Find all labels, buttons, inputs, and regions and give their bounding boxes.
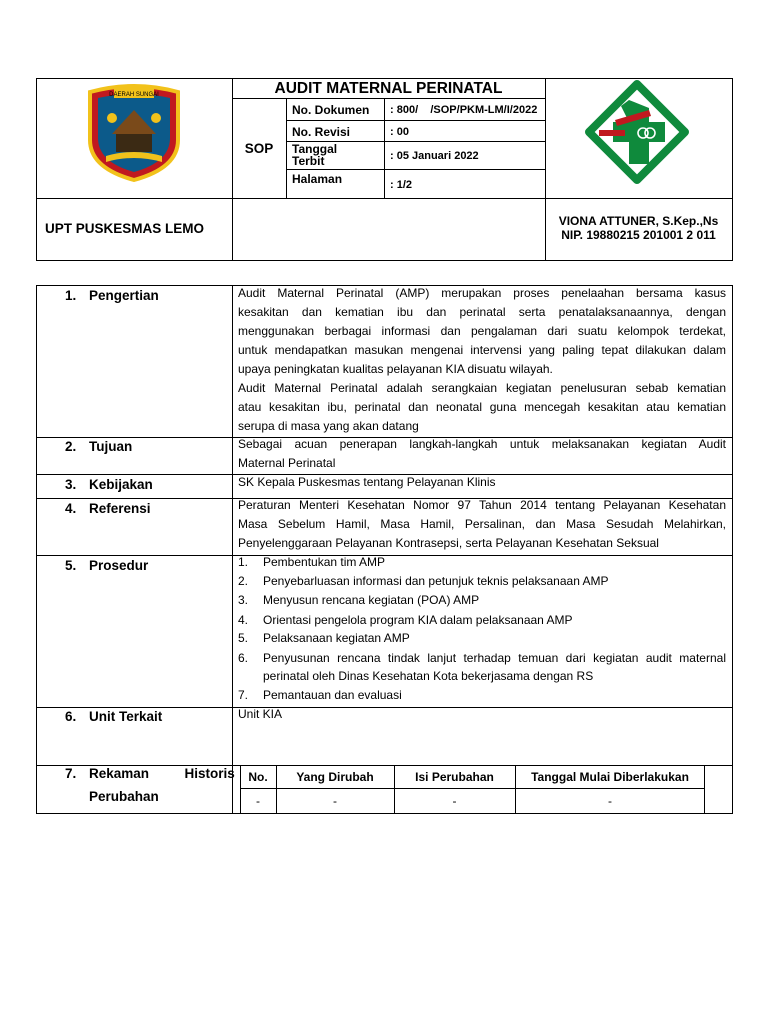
section-body-tujuan [238,435,726,473]
section-label-tujuan: Tujuan [89,439,133,454]
document-title: AUDIT MATERNAL PERINATAL [274,80,503,97]
issue-date-label: Tanggal Terbit [292,142,338,168]
doc-number-value: : 800/ /SOP/PKM-LM/I/2022 [390,104,538,116]
meta-row-line [286,169,545,170]
list-item: Penyusunan rencana tindak lanjut terhadap temuan dari kegiatan audit maternal [263,651,726,665]
list-item-continuation: perinatal oleh Dinas Kesehatan Kota bekerjasama dengan RS [263,669,594,683]
section-number: 1. [65,288,77,303]
list-item: Pembentukan tim AMP [263,555,386,569]
text-line: menggunakan berbagai informasi dan pengalaman dari suatu kelompok terdekat, [238,324,726,338]
puskesmas-cross-logo [585,80,689,184]
meta-row-line [286,120,545,121]
page-value: : 1/2 [390,179,413,191]
text-line: Peraturan Menteri Kesehatan Nomor 97 Tahun 2014 tentang Pelayanan Kesehatan [238,498,726,512]
sop-label: SOP [244,141,274,156]
list-item-number: 7. [238,688,249,702]
history-cell: - [452,794,457,808]
doc-number-label: No. Dokumen [292,103,370,117]
revision-label: No. Revisi [292,125,351,139]
revision-value: : 00 [390,126,409,138]
history-header-changed: Yang Dirubah [296,770,374,784]
text-line: SK Kepala Puskesmas tentang Pelayanan Klinis [238,475,496,489]
section-number: 3. [65,477,77,492]
title-underline [232,98,545,99]
text-line: untuk mendapatkan masukan mengenai intervensi yang paling tepat dilakukan dalam [238,343,726,357]
section-number: 5. [65,558,77,573]
emblem-banner-text: DAERAH SUNGAI [109,92,159,98]
section-label-perubahan: Perubahan [89,789,159,804]
meta-col-divider [384,98,385,198]
list-item: Pemantauan dan evaluasi [263,688,402,702]
list-item-number: 1. [238,555,249,569]
section-body-pengertian [238,284,726,436]
section-number: 4. [65,501,77,516]
issue-date-value: : 05 Januari 2022 [390,150,479,162]
section-label-referensi: Referensi [89,501,151,516]
section-label-kebijakan: Kebijakan [89,477,153,492]
section-label-pengertian: Pengertian [89,288,159,303]
signer-nip: NIP. 19880215 201001 2 011 [561,228,716,242]
list-item-number: 4. [238,613,249,627]
history-cell: - [333,794,337,808]
list-item-number: 5. [238,631,249,645]
section-number: 6. [65,709,77,724]
header-col-right [545,78,546,198]
text-line: kesakitan dan kematian ibu dan perinatal serta penatalaksanaannya, dengan [238,305,726,319]
history-header-content: Isi Perubahan [415,770,494,784]
text-line: upaya peningkatan kualitas pelayanan KIA disuatu wilayah. [238,362,553,376]
history-cell: - [256,794,260,808]
section-body-unit-terkait [238,705,726,724]
section-label-prosedur: Prosedur [89,558,149,573]
section-label-rekaman-historis: Rekaman Historis [89,766,235,781]
text-line: Audit Maternal Perinatal (AMP) merupakan proses penelaahan bersama kasus [238,286,726,300]
list-item: Pelaksanaan kegiatan AMP [263,631,410,645]
header-divider [36,198,733,199]
history-table-row-line [240,788,705,789]
list-item: Menyusun rencana kegiatan (POA) AMP [263,593,480,607]
signer-name: VIONA ATTUNER, S.Kep.,Ns [558,214,719,228]
list-item-number: 3. [238,593,249,607]
sop-col-divider [286,98,287,198]
list-item-number: 2. [238,574,249,588]
page-label: Halaman [292,172,343,186]
text-line: Audit Maternal Perinatal adalah serangkaian kegiatan penelusuran sebab kematian [238,381,726,395]
list-item: Orientasi pengelola program KIA dalam pelaksanaan AMP [263,613,573,627]
regional-emblem-logo [84,82,184,182]
section-number: 2. [65,439,77,454]
text-line: serupa di masa yang akan datang [238,419,419,433]
text-line: atau kesakitan ibu, perinatal dan neonatal guna mencegah kesakitan atau kematian [238,400,726,414]
history-cell: - [608,794,612,808]
list-item-number: 6. [238,651,249,665]
organization-name: UPT PUSKESMAS LEMO [45,221,205,236]
header-row2-col-left [232,198,233,261]
content-col-divider [232,285,233,814]
section-number: 7. [65,766,77,781]
section-body-referensi [238,496,726,553]
text-line: Sebagai acuan penerapan langkah-langkah untuk melaksanakan kegiatan Audit [238,437,726,451]
history-header-effective-date: Tanggal Mulai Diberlakukan [531,770,689,784]
text-line: Maternal Perinatal [238,456,336,470]
section-body-kebijakan [238,473,726,492]
section-label-unit-terkait: Unit Terkait [89,709,163,724]
text-line: Unit KIA [238,707,283,721]
history-header-no: No. [248,770,268,784]
text-line: Masa Sebelum Hamil, Masa Hamil, Persalinan, dan Masa Sesudah Melahirkan, [238,517,726,531]
text-line: Penyelenggaraan Pelayanan Kontrasepsi, serta Pelayanan Kesehatan Seksual [238,536,659,550]
list-item: Penyebarluasan informasi dan petunjuk teknis pelaksanaan AMP [263,574,609,588]
